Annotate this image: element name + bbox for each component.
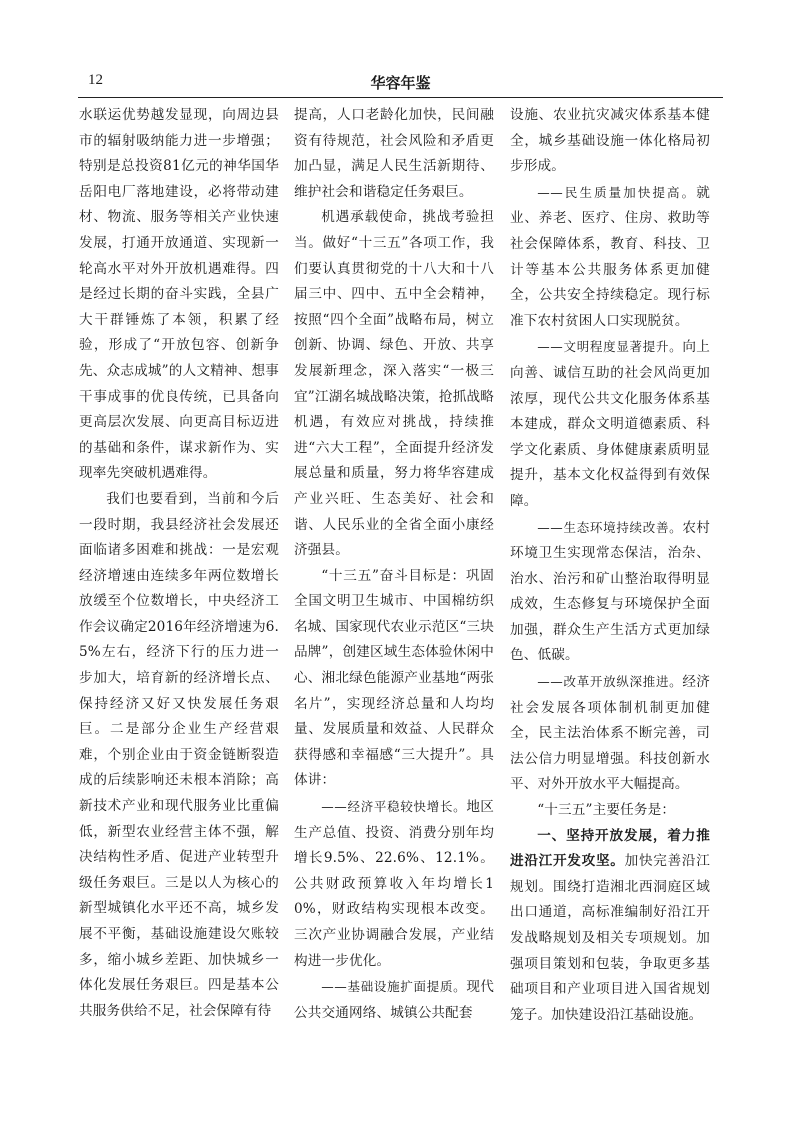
goal-paragraph	[510, 515, 710, 670]
goal-text: 经济社会发展各项体制机制更加健全，民主法治体系不断完善，司法公信力明显增强。科技创新水平、对外开放水平大幅提高。	[510, 674, 710, 793]
task-text: 加快完善沿江规划。围绕打造湘北西洞庭区域出口通道，高标准编制好沿江开发战略规划及相关专项规划。加强项目策划和包装，争取更多基础项目和产业项目进入国省规划笼子。加快建设沿江基础设施。	[510, 853, 711, 1023]
header-rule	[78, 97, 723, 98]
paragraph: 水联运优势越发显现，向周边县市的辐射吸纳能力进一步增强；特别是总投资81亿元的神华国华岳阳电厂落地建设，必将带动建材、物流、服务等相关产业快速发展，打通开放通道、实现新一轮高水平对外开放机遇难得。四是经过长期的奋斗实践，全县广大干群锤炼了本领，积累了经验，形成了“开放包容、创新争先、众志成城”的人文精神、想事干事成事的优良传统，已具备向更高层次发展、向更高目标迈进的基础和条件，谋求新作为、实现率先突破机遇难得。	[79, 107, 279, 482]
book-title: 华容年鉴	[370, 74, 431, 92]
text-column-2	[294, 103, 494, 1026]
goal-text: 地区生产总值、投资、消费分别年均增长9.5%、22.6%、12.1%。公共财政预算收入年均增长10%，财政结构实现根本改变。三次产业协调融合发展，产业结构进一步优化。	[294, 799, 494, 969]
goal-heading: ——民生质量加快提高。	[537, 184, 697, 200]
goal-text: 农村环境卫生实现常态保洁，治杂、治水、治污和矿山整治取得明显成效，生态修复与环境保护全面加强，群众生产生活方式更加绿色、低碳。	[510, 519, 710, 664]
goal-paragraph	[510, 180, 710, 335]
goal-heading: ——改革开放纵深推进。	[537, 674, 683, 690]
paragraph: “十三五”主要任务是：	[537, 802, 676, 819]
goal-heading: ——文明程度显著提升。	[537, 339, 683, 355]
task-heading: 一、坚持开放发展，着力推进沿江开发攻坚。	[510, 827, 710, 870]
paragraph: “十三五”奋斗目标是：巩固全国文明卫生城市、中国棉纺织名城、国家现代农业示范区“三块品牌”，创建区域生态体验休闲中心、湘北绿色能源产业基地“两张名片”，实现经济总量和人均均量、发展质量和效益、人民群众获得感和幸福感“三大提升”。具体讲：	[294, 567, 494, 789]
goal-heading: ——生态环境持续改善。	[537, 519, 683, 535]
goal-paragraph	[294, 974, 494, 1026]
goal-heading: ——基础设施扩面提质。	[321, 979, 467, 995]
task-paragraph	[510, 824, 710, 1029]
text-column-1	[79, 103, 279, 1024]
goal-text: 现代公共交通网络、城镇公共配套	[294, 979, 494, 1021]
paragraph: 我们也要看到，当前和今后一段时期，我县经济社会发展还面临诸多困难和挑战：一是宏观经济增速由连续多年两位数增长放缓至个位数增长，中央经济工作会议确定2016年经济增速为6.5%左右，经济下行的压力进一步加大，培育新的经济增长点、保持经济又好又快发展任务艰巨。二是部分企业生产经营艰难，个别企业由于资金链断裂造成的后续影响还未根本消除；高新技术产业和现代服务业比重偏低，新型农业经营主体不强，解决结构性矛盾、促进产业转型升级任务艰巨。三是以人为核心的新型城镇化水平还不高，城乡发展不平衡，基础设施建设欠账较多，缩小城乡差距、加快城乡一体化发展任务艰巨。四是基本公共服务供给不足，社会保障有待	[79, 490, 279, 1019]
paragraph: 机遇承载使命，挑战考验担当。做好“十三五”各项工作，我们要认真贯彻党的十八大和十八届三中、四中、五中全会精神，按照“四个全面”战略布局，树立创新、协调、绿色、开放、共享发展新理念，深入落实“一极三宜”江湖名城战略决策，抢抓战略机遇，有效应对挑战，持续推进“六大工程”，全面提升经济发展总量和质量，努力将华容建成产业兴旺、生态美好、社会和谐、人民乐业的全省全面小康经济强县。	[294, 209, 494, 559]
text-column-3	[510, 103, 710, 1028]
goal-paragraph	[294, 794, 494, 974]
paragraph: 设施、农业抗灾减灾体系基本健全，城乡基础设施一体化格局初步形成。	[510, 107, 710, 175]
goal-paragraph	[510, 334, 710, 514]
goal-paragraph	[510, 669, 710, 798]
goal-heading: ——经济平稳较快增长。	[321, 799, 467, 815]
goal-text: 向上向善、诚信互助的社会风尚更加浓厚，现代公共文化服务体系基本建成，群众文明道德素质、科学文化素质、身体健康素质明显提升，基本文化权益得到有效保障。	[510, 339, 710, 509]
page-number: 12	[88, 72, 103, 88]
page-header	[78, 72, 723, 94]
goal-text: 就业、养老、医疗、住房、救助等社会保障体系，教育、科技、卫计等基本公共服务体系更加健全，公共安全持续稳定。现行标准下农村贫困人口实现脱贫。	[510, 184, 710, 329]
paragraph: 提高，人口老龄化加快，民间融资有待规范，社会风险和矛盾更加凸显，满足人民生活新期待、维护社会和谐稳定任务艰巨。	[294, 107, 494, 200]
